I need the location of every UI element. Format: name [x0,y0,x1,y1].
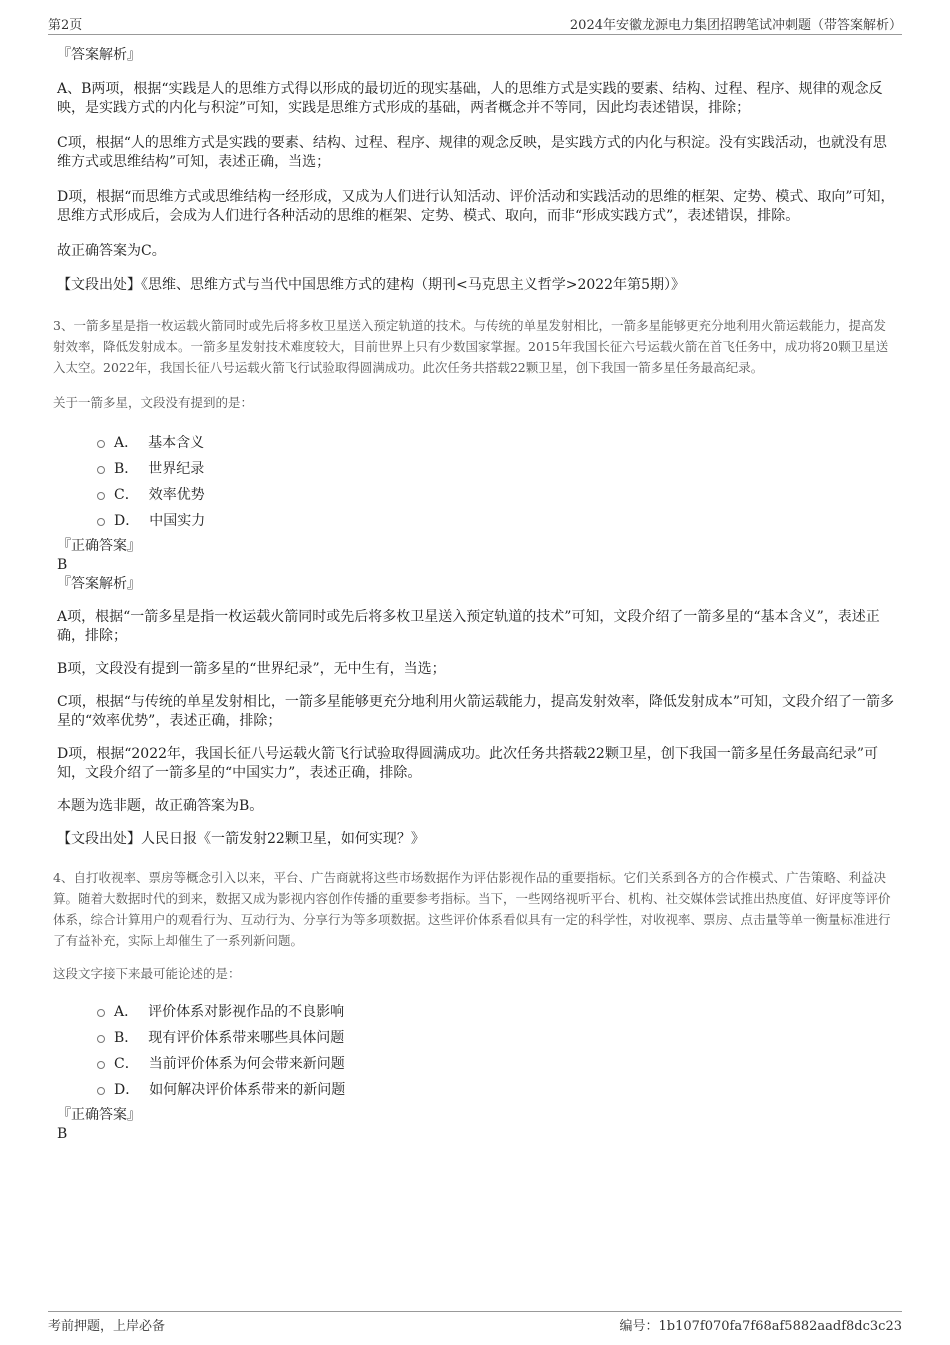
radio-icon[interactable] [97,440,105,448]
radio-icon[interactable] [97,518,105,526]
q3-options [57,429,897,533]
q4-answer-heading: 『正确答案』 [57,1107,141,1123]
q4-question: 这段文字接下来最可能论述的是： [53,966,241,981]
q3-analysis-a: A项，根据“一箭多星是指一枚运载火箭同时或先后将多枚卫星送入预定轨道的技术”可知，文段介绍了一箭多星的“基本含义”，表述正确，排除； [57,609,880,644]
footer-slogan: 考前押题，上岸必备 [48,1319,166,1334]
document-title: 2024年安徽龙源电力集团招聘笔试冲刺题（带答案解析） [569,18,902,33]
q4-option-d[interactable]: D． 如何解决评价体系带来的新问题 [57,1076,897,1102]
q4-answer: B [57,1126,68,1142]
radio-icon[interactable] [97,1009,105,1017]
radio-icon[interactable] [97,1087,105,1095]
q3-analysis-c: C项，根据“与传统的单星发射相比，一箭多星能够更充分地利用火箭运载能力，提高发射效率，降低发射成本”可知，文段介绍了一箭多星的“效率优势”，表述正确，排除； [57,694,895,729]
q4-option-a[interactable]: A． 评价体系对影视作品的不良影响 [57,998,897,1024]
q3-answer: B [57,557,68,573]
q3-option-a[interactable]: A． 基本含义 [57,429,897,455]
page-content [53,46,897,1144]
q3-analysis-d: D项，根据“2022年，我国长征八号运载火箭飞行试验取得圆满成功。此次任务共搭载22颗卫星，创下我国一箭多星任务最高纪录”可知，文段介绍了一箭多星的“中国实力”，表述正确，排除。 [57,746,878,781]
q3-analysis-heading: 『答案解析』 [57,576,141,592]
q3-source: 【文段出处】人民日报《一箭发射22颗卫星，如何实现？》 [57,831,425,847]
q2-analysis-d: D项，根据“而思维方式或思维结构一经形成，又成为人们进行认知活动、评价活动和实践活动的思维的框架、定势、模式、取向”可知，思维方式形成后，会成为人们进行各种活动的思维的框架、定势、模式、取向，而非“形成实践方式”，表述错误，排除。 [57,189,895,224]
q3-conclusion: 本题为选非题，故正确答案为B。 [57,798,264,814]
q4-passage: 4、自打收视率、票房等概念引入以来，平台、广告商就将这些市场数据作为评估影视作品的重要指标。它们关系到各方的合作模式、广告策略、利益决算。随着大数据时代的到来，数据又成为影视内容创作传播的重要参考指标。当下，一些网络视听平台、机构、社交媒体尝试推出热度值、好评度等评价体系，综合计算用户的观看行为、互动行为、分享行为等多项数据。这些评价体系看似具有一定的科学性，对收视率、票房、点击量等单一衡量标准进行了有益补充，实际上却催生了一系列新问题。 [53,870,891,948]
radio-icon[interactable] [97,1035,105,1043]
radio-icon[interactable] [97,466,105,474]
q2-analysis-c: C项，根据“人的思维方式是实践的要素、结构、过程、程序、规律的观念反映，是实践方式的内化与积淀。没有实践活动，也就没有思维方式或思维结构”可知，表述正确，当选； [57,135,887,170]
q3-answer-heading: 『正确答案』 [57,538,141,554]
q3-analysis-b: B项，文段没有提到一箭多星的“世界纪录”，无中生有，当选； [57,661,446,677]
q2-conclusion: 故正确答案为C。 [57,243,166,259]
page-number: 第2页 [48,18,83,33]
document-code: 编号：1b107f070fa7f68af5882aadf8dc3c23 [619,1319,902,1334]
q4-options [57,998,897,1102]
q3-option-b[interactable]: B． 世界纪录 [57,455,897,481]
q4-option-c[interactable]: C． 当前评价体系为何会带来新问题 [57,1050,897,1076]
q3-option-d[interactable]: D． 中国实力 [57,507,897,533]
q2-source: 【文段出处】《思维、思维方式与当代中国思维方式的建构（期刊<马克思主义哲学>2022年第5期）》 [57,277,685,293]
page-header [48,14,902,35]
radio-icon[interactable] [97,1061,105,1069]
q3-question: 关于一箭多星，文段没有提到的是： [53,395,254,410]
q4-option-b[interactable]: B． 现有评价体系带来哪些具体问题 [57,1024,897,1050]
radio-icon[interactable] [97,492,105,500]
q2-analysis-heading: 『答案解析』 [57,47,141,63]
q3-passage: 3、一箭多星是指一枚运载火箭同时或先后将多枚卫星送入预定轨道的技术。与传统的单星发射相比，一箭多星能够更充分地利用火箭运载能力，提高发射效率，降低发射成本。一箭多星发射技术难度较大，目前世界上只有少数国家掌握。2015年我国长征六号运载火箭在首飞任务中，成功将20颗卫星送入太空。2022年，我国长征八号运载火箭飞行试验取得圆满成功。此次任务共搭载22颗卫星，创下我国一箭多星任务最高纪录。 [53,318,889,375]
q2-analysis-ab: A、B两项，根据“实践是人的思维方式得以形成的最切近的现实基础，人的思维方式是实践的要素、结构、过程、程序、规律的观念反映，是实践方式的内化与积淀”可知，实践是思维方式形成的基础，两者概念并不等同，因此均表述错误，排除； [57,81,883,116]
q3-option-c[interactable]: C． 效率优势 [57,481,897,507]
page-footer [48,1311,902,1335]
